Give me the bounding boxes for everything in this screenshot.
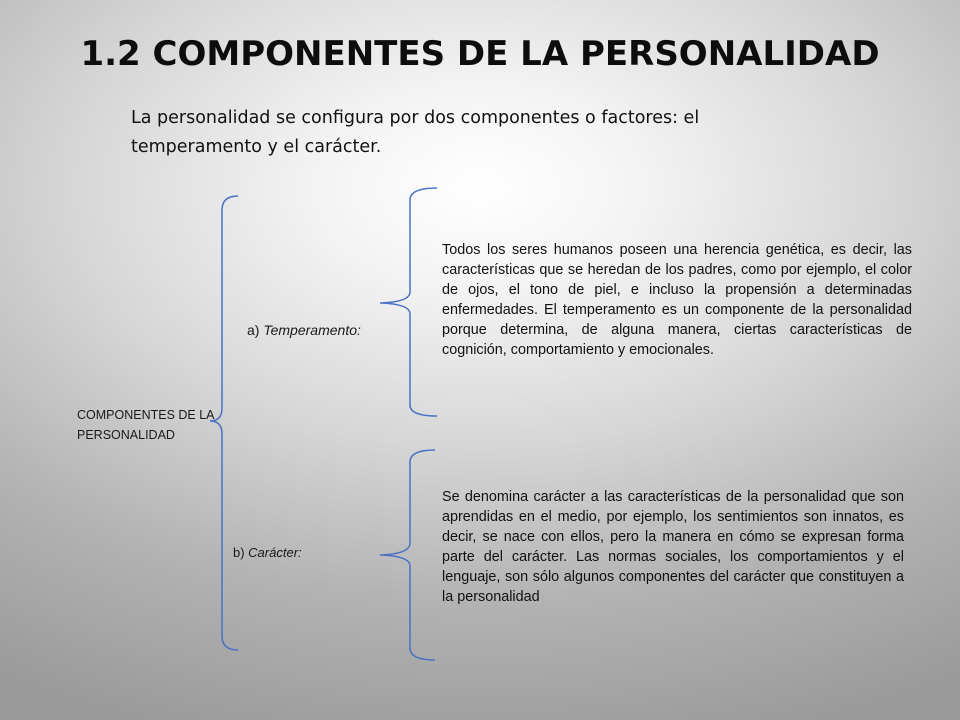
intro-paragraph: La personalidad se configura por dos componentes o factores: el temperamento y el carácter. bbox=[131, 108, 700, 157]
caracter-prefix: b) bbox=[233, 545, 249, 560]
temperamento-label bbox=[247, 322, 361, 338]
temperamento-brace bbox=[380, 188, 437, 416]
slide-title: 1.2 COMPONENTES DE LA PERSONALIDAD bbox=[80, 34, 880, 74]
root-label: COMPONENTES DE LA PERSONALIDAD bbox=[77, 408, 214, 442]
temperamento-keyword: Temperamento: bbox=[263, 322, 361, 338]
caracter-label bbox=[233, 545, 302, 560]
caracter-description: Se denomina carácter a las características de la personalidad que son aprendidas en el medio, por ejemplo, los sentimientos son innatos, es decir, se nace con ellos, pero la manera en cómo se expresan forma parte del carácter. Las normas sociales, los comportamientos y el lenguaje, son sólo algunos componentes del carácter que constituyen a la personalidad bbox=[442, 489, 904, 606]
temperamento-prefix: a) bbox=[247, 322, 264, 338]
temperamento-description: Todos los seres humanos poseen una herencia genética, es decir, las características que se heredan de los padres, como por ejemplo, el color de ojos, el tono de piel, e incluso la propensión a determinadas enfermedades. El temperamento es un componente de la personalidad porque determina, de alguna manera, ciertas características de cognición, comportamiento y emocionales. bbox=[442, 242, 912, 359]
caracter-keyword: Carácter: bbox=[248, 545, 302, 560]
caracter-brace bbox=[380, 450, 435, 660]
